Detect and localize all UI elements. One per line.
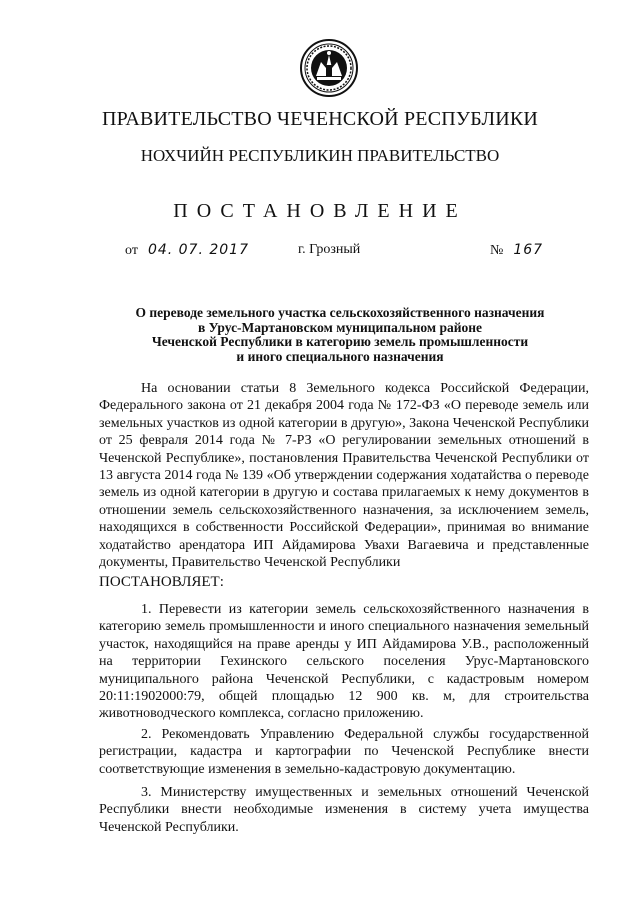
resolution-item-2: 2. Рекомендовать Управлению Федеральной службы государственной регистрации, кадастра и картографии по Чеченской Республике внести соответствующие изменения в земельно-кадастровую документацию. xyxy=(99,727,589,777)
basis-paragraph: На основании статьи 8 Земельного кодекса Российской Федерации, Федерального закона от 21 декабря 2004 года № 172-ФЗ «О переводе земель или земельных участков из одной категории в другую», Закона Чеченской Республики от 25 февраля 2014 года № 7-РЗ «О регулировании земельных отношений в Чеченской Республике», постановления Правительства Чеченской Республики от 13 августа 2014 года № 139 «Об утверждении содержания ходатайства о переводе земель из одной категории в другую и состава прилагаемых к нему документов в отношении земель сельскохозяйственного назначения, за исключением земель, находящихся в собственности Российской Федерации», принимая во внимание ходатайство арендатора ИП Айдамирова Увахи Вагаевича и представленные документы, Правительство Чеченской Республики xyxy=(99,381,589,571)
document-date xyxy=(125,242,249,259)
number-label: № xyxy=(490,243,504,258)
subject-line: и иного специального назначения xyxy=(236,348,444,364)
document-number xyxy=(490,242,543,259)
document-city: г. Грозный xyxy=(298,242,361,257)
subject-line: Чеченской Республики в категорию земель промышленности xyxy=(151,334,529,349)
document-type: ПОСТАНОВЛЕНИЕ xyxy=(173,200,467,222)
resolve-heading: ПОСТАНОВЛЯЕТ: xyxy=(99,574,224,590)
resolution-item-3: 3. Министерству имущественных и земельных отношений Чеченской Республики внести необходимые изменения в систему учета имущества Чеченской Республики. xyxy=(99,785,589,835)
date-label: от xyxy=(125,243,138,258)
document-subject xyxy=(100,306,580,364)
number-value: 167 xyxy=(513,242,544,258)
subject-line: О переводе земельного участка сельскохозяйственного назначения xyxy=(135,305,545,320)
government-title: ПРАВИТЕЛЬСТВО ЧЕЧЕНСКОЙ РЕСПУБЛИКИ xyxy=(101,108,539,130)
date-value: 04. 07. 2017 xyxy=(147,242,249,258)
chechen-republic-emblem-icon xyxy=(299,38,359,98)
government-subtitle: НОХЧИЙН РЕСПУБЛИКИН ПРАВИТЕЛЬСТВО xyxy=(140,146,500,165)
subject-line: в Урус-Мартановском муниципальном районе xyxy=(197,319,483,335)
resolution-item-1: 1. Перевести из категории земель сельскохозяйственного назначения в категорию земель промышленности и иного специального назначения земельный участок, находящийся на праве аренды у ИП Айдамирова У.В., расположенный на территории Гехинского сельского поселения Урус-Мартановского муниципального района Чеченской Республики, с кадастровым номером 20:11:1902000:79, общей площадью 12 900 кв. м, для строительства животноводческого комплекса, согласно приложению. xyxy=(99,602,589,722)
